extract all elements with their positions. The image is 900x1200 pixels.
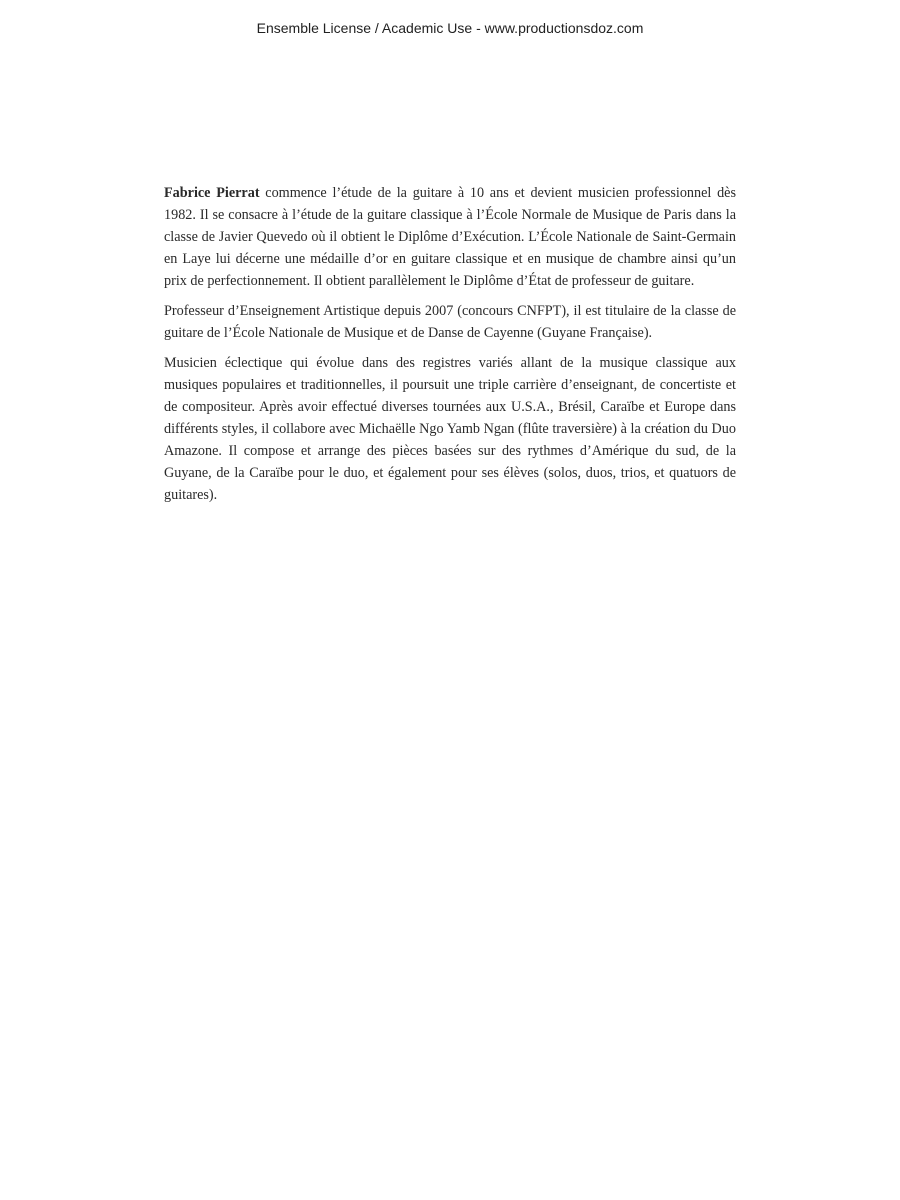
license-header: Ensemble License / Academic Use - www.productionsdoz.com [256,20,644,36]
artist-name: Fabrice Pierrat [164,185,260,201]
paragraph-1-text: commence l’étude de la guitare à 10 ans et devient musicien professionnel dès 1982. Il se consacre à l’étude de la guitare classique à l’École Normale de Musique de Paris dans la classe de Javier Quevedo où il obtient le Diplôme d’Exécution. L’École Nationale de Saint-Germain en Laye lui décerne une médaille d’or en guitare classique et en musique de chambre ainsi qu’un prix de perfectionnement. Il obtient parallèlement le Diplôme d’État de professeur de guitare. [164,185,736,289]
biography-section [164,182,736,514]
biography-paragraph-2: Professeur d’Enseignement Artistique depuis 2007 (concours CNFPT), il est titulaire de la classe de guitare de l’École Nationale de Musique et de Danse de Cayenne (Guyane Française). [164,303,736,341]
biography-paragraph-1 [164,182,736,292]
biography-paragraph-3: Musicien éclectique qui évolue dans des registres variés allant de la musique classique aux musiques populaires et traditionnelles, il poursuit une triple carrière d’enseignant, de concertiste et de compositeur. Après avoir effectué diverses tournées aux U.S.A., Brésil, Caraïbe et Europe dans différents styles, il collabore avec Michaëlle Ngo Yamb Ngan (flûte traversière) à la création du Duo Amazone. Il compose et arrange des pièces basées sur des rythmes d’Amérique du sud, de la Guyane, de la Caraïbe pour le duo, et également pour ses élèves (solos, duos, trios, et quatuors de guitares). [164,355,736,503]
